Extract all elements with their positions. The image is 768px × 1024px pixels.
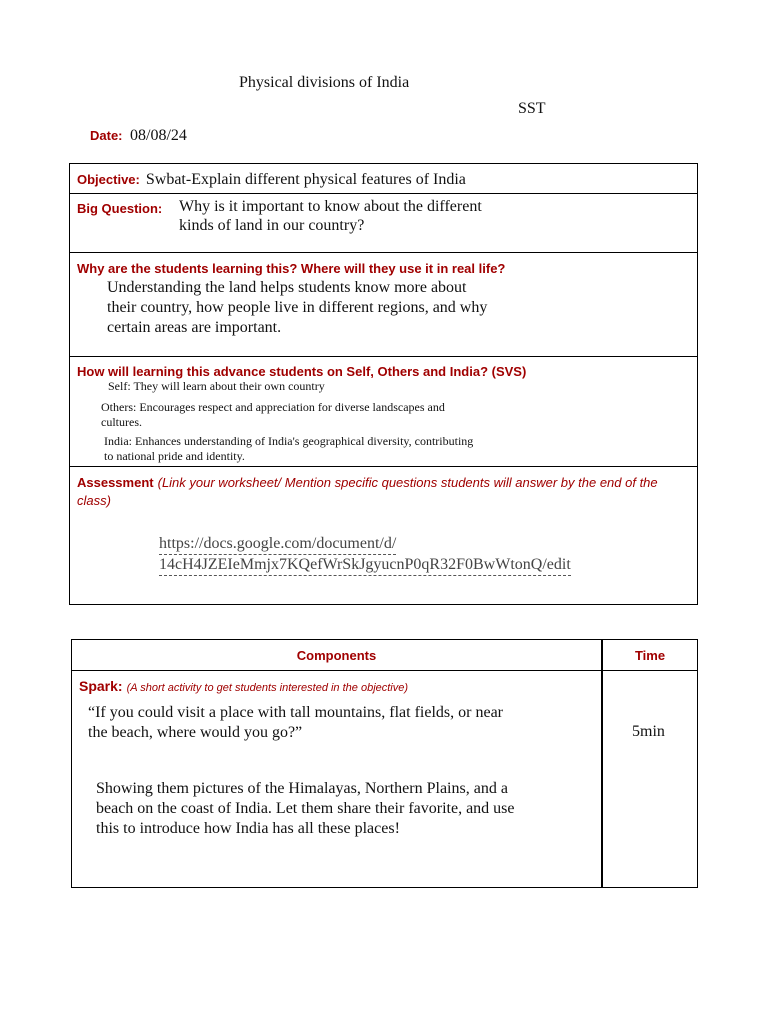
time-header: Time: [634, 648, 666, 663]
objective-row: [77, 170, 691, 190]
document-title: Physical divisions of India: [239, 74, 410, 91]
spark-description-line-3: this to introduce how India has all these places!: [96, 820, 400, 837]
spark-quote-line-2: the beach, where would you go?”: [88, 724, 303, 741]
assessment-note: (Link your worksheet/ Mention specific questions students will answer by the end of the class): [77, 475, 658, 508]
spark-description-line-1: Showing them pictures of the Himalayas, Northern Plains, and a: [96, 780, 508, 797]
date-value: 08/08/24: [130, 127, 187, 144]
svs-india-line-1: India: Enhances understanding of India's geographical diversity, contributing: [104, 434, 474, 448]
assessment-label: Assessment: [77, 475, 154, 490]
svs-others-line-1: Others: Encourages respect and appreciation for diverse landscapes and: [101, 400, 445, 414]
spark-quote-line-1: “If you could visit a place with tall mountains, flat fields, or near: [88, 704, 503, 721]
components-table: [71, 639, 698, 888]
spark-heading: [79, 678, 408, 696]
assessment-heading: [77, 474, 685, 510]
why-learning-label: Why are the students learning this? Where will they use it in real life?: [77, 261, 506, 276]
components-header: Components: [296, 648, 377, 663]
worksheet-link-line-1[interactable]: https://docs.google.com/document/d/: [159, 534, 396, 555]
big-question-line-1: Why is it important to know about the different: [179, 198, 482, 215]
big-question-line-2: kinds of land in our country?: [179, 217, 365, 234]
svs-india-line-2: to national pride and identity.: [104, 449, 245, 463]
spark-time: 5min: [632, 723, 665, 740]
objective-text: Swbat-Explain different physical features of India: [145, 171, 466, 188]
spark-note: (A short activity to get students interested in the objective): [126, 682, 409, 694]
svs-label: How will learning this advance students on Self, Others and India? (SVS): [77, 364, 527, 379]
spark-label: Spark:: [79, 678, 123, 694]
why-learning-line-1: Understanding the land helps students know more about: [107, 279, 467, 296]
big-question-label: Big Question:: [77, 201, 163, 216]
svs-others-line-2: cultures.: [101, 415, 142, 429]
why-learning-line-3: certain areas are important.: [107, 319, 282, 336]
lesson-plan-table: [69, 163, 698, 605]
svs-self: Self: They will learn about their own country: [108, 379, 325, 393]
spark-description-line-2: beach on the coast of India. Let them share their favorite, and use: [96, 800, 515, 817]
date-label: Date:: [90, 128, 123, 143]
worksheet-link-line-2[interactable]: 14cH4JZEIeMmjx7KQefWrSkJgyucnP0qR32F0BwWtonQ/edit: [159, 555, 571, 576]
why-learning-line-2: their country, how people live in different regions, and why: [107, 299, 488, 316]
objective-label: Objective:: [77, 172, 140, 187]
worksheet-link[interactable]: [159, 534, 571, 576]
subject-label: SST: [518, 100, 546, 117]
